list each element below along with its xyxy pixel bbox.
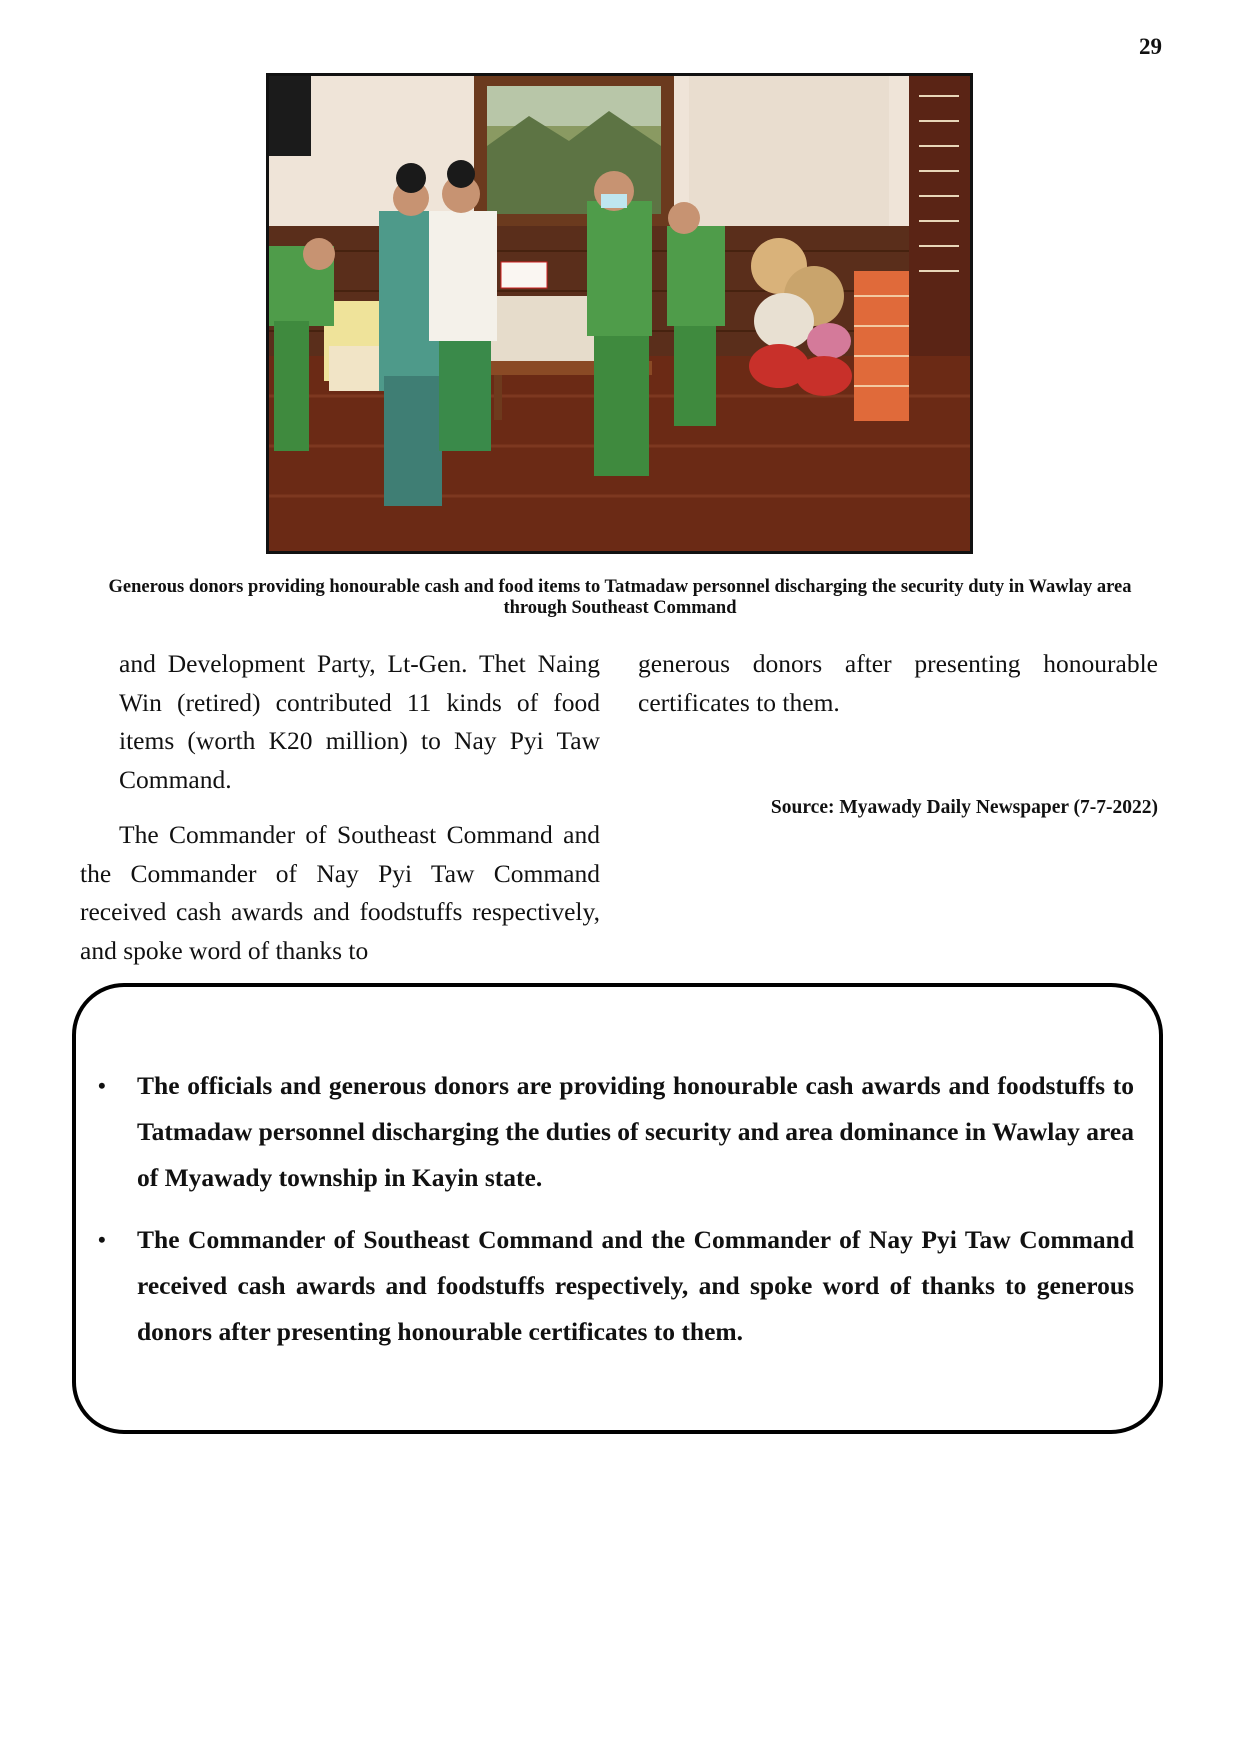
article-left-column [80, 645, 600, 970]
photo-person-donor [429, 211, 497, 341]
summary-list [88, 1063, 1134, 1371]
summary-point [88, 1217, 1134, 1355]
photo-camera [269, 76, 311, 156]
summary-point-text: The officials and generous donors are providing honourable cash awards and foodstuffs to Tatmadaw personnel discharging the duties of security and area dominance in Wawlay area of Myawady township in Kayin state. [137, 1071, 1134, 1192]
page-number: 29 [1139, 34, 1162, 59]
bullet-icon: • [98, 1073, 106, 1098]
photo-wall-right [689, 76, 889, 236]
donation-ceremony-illustration [269, 76, 970, 551]
photo-person-commander [587, 201, 652, 336]
photo-person-soldier-right [667, 226, 725, 326]
article-right-column [638, 645, 1158, 722]
bullet-icon: • [98, 1227, 106, 1252]
photo-certificate [501, 262, 547, 288]
source-citation: Source: Myawady Daily Newspaper (7-7-2022) [770, 797, 1158, 818]
news-photo [266, 73, 973, 554]
summary-point-text: The Commander of Southeast Command and the Commander of Nay Pyi Taw Command received cash awards and foodstuffs respectively, and spoke word of thanks to generous donors after presenting honourable certificates to them. [137, 1225, 1134, 1346]
article-paragraph: and Development Party, Lt-Gen. Thet Naing Win (retired) contributed 11 kinds of food items (worth K20 million) to Nay Pyi Taw Command. [119, 649, 600, 794]
photo-boxes [854, 271, 909, 421]
article-paragraph: The Commander of Southeast Command and the Commander of Nay Pyi Taw Command received cash awards and foodstuffs respectively, and spoke word of thanks to [80, 820, 600, 965]
article-paragraph: generous donors after presenting honourable certificates to them. [638, 649, 1158, 717]
photo-painting-sky [487, 86, 661, 126]
photo-caption: Generous donors providing honourable cash and food items to Tatmadaw personnel discharging the security duty in Wawlay area through Southeast Command [108, 577, 1132, 618]
summary-point [88, 1063, 1134, 1201]
